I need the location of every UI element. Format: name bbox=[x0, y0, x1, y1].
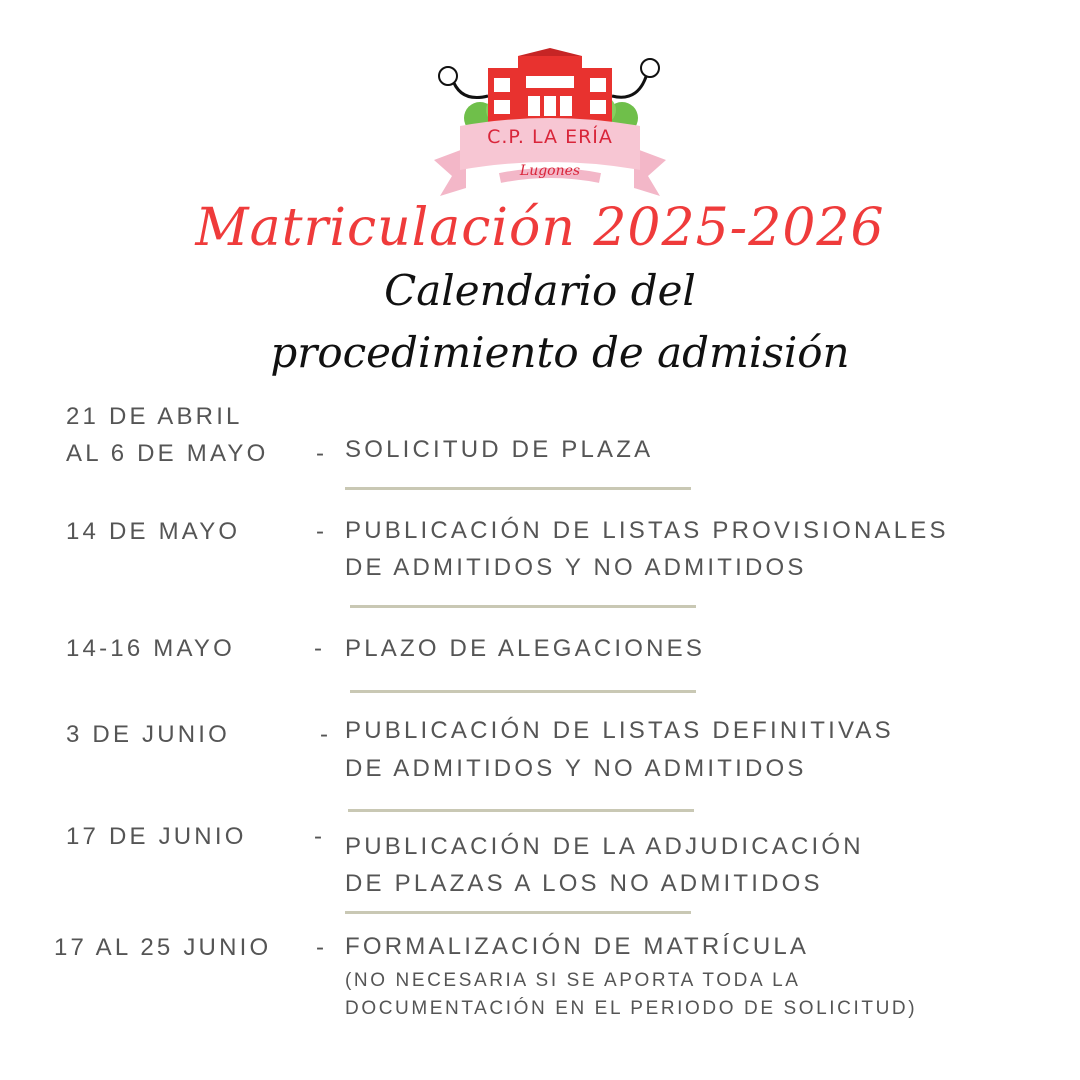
schedule-dash: - bbox=[314, 823, 326, 850]
schedule-description: DE PLAZAS A LOS NO ADMITIDOS bbox=[345, 870, 823, 897]
schedule-date: 17 DE JUNIO bbox=[66, 823, 247, 850]
schedule-description: PLAZO DE ALEGACIONES bbox=[345, 635, 706, 662]
schedule-description: FORMALIZACIÓN DE MATRÍCULA bbox=[345, 933, 810, 960]
schedule-date: 14-16 MAYO bbox=[66, 635, 235, 662]
schedule-date: 3 DE JUNIO bbox=[66, 721, 231, 748]
schedule-date: 17 AL 25 JUNIO bbox=[54, 934, 272, 961]
schedule-description: SOLICITUD DE PLAZA bbox=[345, 436, 654, 463]
schedule-note: DOCUMENTACIÓN EN EL PERIODO DE SOLICITUD) bbox=[345, 998, 918, 1019]
schedule-date: 21 DE ABRIL bbox=[66, 403, 243, 430]
separator-line bbox=[348, 809, 694, 812]
schedule-dash: - bbox=[316, 440, 328, 467]
schedule-description: PUBLICACIÓN DE LA ADJUDICACIÓN bbox=[345, 833, 864, 860]
school-name: C.P. LA ERÍA bbox=[487, 126, 613, 148]
schedule-dash: - bbox=[314, 635, 326, 662]
separator-line bbox=[345, 487, 691, 490]
separator-line bbox=[345, 911, 691, 914]
separator-line bbox=[350, 690, 696, 693]
schedule-dash: - bbox=[316, 934, 328, 961]
schedule-date: 14 DE MAYO bbox=[66, 518, 241, 545]
page-title: Matriculación 2025-2026 bbox=[195, 198, 885, 258]
schedule-dash: - bbox=[320, 721, 332, 748]
separator-line bbox=[350, 605, 696, 608]
schedule-description: DE ADMITIDOS Y NO ADMITIDOS bbox=[345, 755, 807, 782]
page-subtitle-line-2: procedimiento de admisión bbox=[270, 328, 850, 377]
page-subtitle-line-1: Calendario del bbox=[384, 266, 696, 315]
school-town: Lugones bbox=[519, 163, 581, 179]
schedule-description: PUBLICACIÓN DE LISTAS DEFINITIVAS bbox=[345, 717, 894, 744]
school-logo bbox=[430, 48, 670, 200]
schedule-description: PUBLICACIÓN DE LISTAS PROVISIONALES bbox=[345, 517, 949, 544]
schedule-note: (NO NECESARIA SI SE APORTA TODA LA bbox=[345, 970, 801, 991]
schedule-description: DE ADMITIDOS Y NO ADMITIDOS bbox=[345, 554, 807, 581]
schedule-date: AL 6 DE MAYO bbox=[66, 440, 269, 467]
schedule-dash: - bbox=[316, 518, 328, 545]
